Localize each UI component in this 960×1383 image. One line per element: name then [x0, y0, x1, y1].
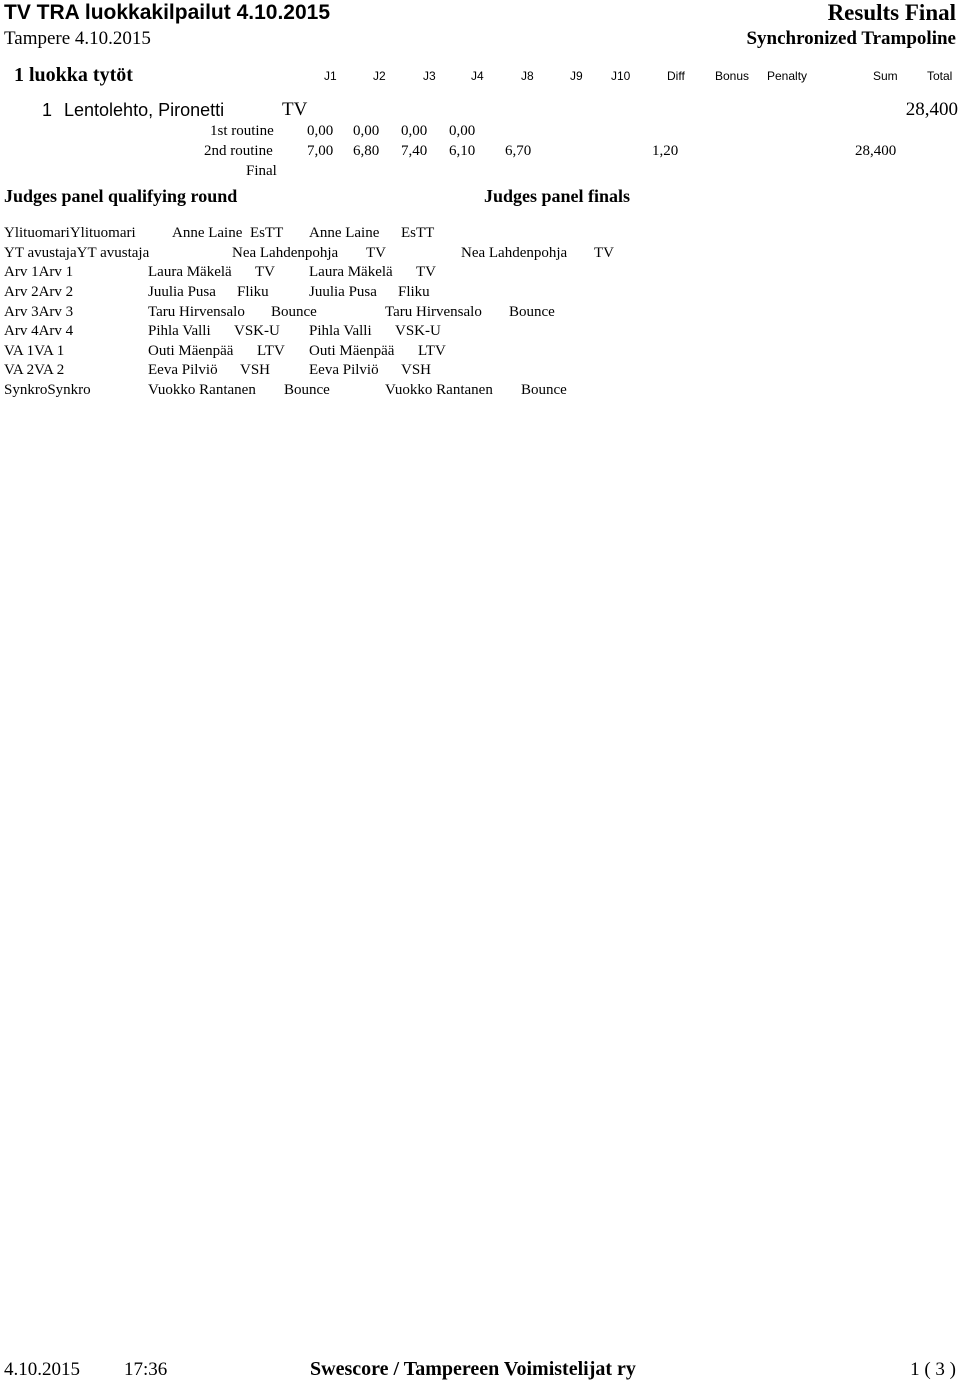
finals-judge-club: EsTT: [401, 225, 435, 241]
discipline: Synchronized Trampoline: [746, 28, 956, 49]
panel-role: Arv 1Arv 1: [4, 264, 74, 280]
finals-judge-name: Eeva Pilviö: [309, 362, 379, 378]
finals-judge-name: Taru Hirvensalo: [385, 304, 482, 320]
panel-role: Arv 2Arv 2: [4, 284, 74, 300]
finals-judge-club: Bounce: [521, 382, 567, 398]
qualifying-judge-name: Pihla Valli: [148, 323, 211, 339]
qualifying-judge-club: Fliku: [237, 284, 269, 300]
athlete-total: 28,400: [905, 99, 958, 120]
finals-judge-club: TV: [416, 264, 436, 280]
routine2-label: 2nd routine: [204, 143, 273, 159]
finals-judge-name: Anne Laine: [309, 225, 380, 241]
finals-judge-name: Vuokko Rantanen: [385, 382, 493, 398]
col-header-j3: J3: [423, 69, 436, 83]
routine1-label: 1st routine: [210, 123, 274, 139]
qualifying-judge-name: Outi Mäenpää: [148, 343, 234, 359]
finals-judge-club: LTV: [418, 343, 446, 359]
routine2-score-j2: 6,80: [353, 143, 380, 159]
qualifying-judge-name: Anne Laine: [172, 225, 243, 241]
col-header-penalty: Penalty: [767, 69, 808, 83]
panel-role: Arv 3Arv 3: [4, 304, 74, 320]
footer-date: 4.10.2015: [4, 1359, 80, 1380]
qualifying-judge-name: Eeva Pilviö: [148, 362, 218, 378]
panel-role: VA 2VA 2: [4, 362, 65, 378]
finals-judge-name: Pihla Valli: [309, 323, 372, 339]
finals-judge-name: Nea Lahdenpohja: [461, 245, 568, 261]
qualifying-judge-club: VSH: [240, 362, 271, 378]
panel-role: SynkroSynkro: [4, 382, 91, 398]
routine1-score-j4: 0,00: [449, 123, 476, 139]
athlete-club: TV: [282, 99, 308, 120]
finals-judge-name: Laura Mäkelä: [309, 264, 393, 280]
athlete-rank: 1: [42, 100, 53, 120]
col-header-j9: J9: [570, 69, 583, 83]
finals-judge-club: VSH: [401, 362, 432, 378]
qualifying-judge-club: LTV: [257, 343, 285, 359]
finals-judge-name: Outi Mäenpää: [309, 343, 395, 359]
qualifying-judge-club: TV: [366, 245, 386, 261]
routine2-score-j8: 6,70: [505, 143, 532, 159]
col-header-sum: Sum: [873, 69, 898, 83]
routine2-score-j4: 6,10: [449, 143, 476, 159]
routine2-score-j1: 7,00: [307, 143, 334, 159]
finals-judge-club: Bounce: [509, 304, 555, 320]
col-header-j8: J8: [521, 69, 534, 83]
panel-role: Arv 4Arv 4: [4, 323, 74, 339]
panel-role: YlituomariYlituomari: [4, 225, 136, 241]
panel-role: VA 1VA 1: [4, 343, 65, 359]
routine2-diff: 1,20: [652, 143, 679, 159]
col-header-diff: Diff: [667, 69, 685, 83]
place-date: Tampere 4.10.2015: [4, 28, 151, 49]
routine1-score-j1: 0,00: [307, 123, 334, 139]
routine1-score-j3: 0,00: [401, 123, 428, 139]
finals-judge-name: Juulia Pusa: [309, 284, 377, 300]
footer-time: 17:36: [124, 1359, 168, 1380]
col-header-j2: J2: [373, 69, 386, 83]
finals-judge-club: Fliku: [398, 284, 430, 300]
finals-panel-title: Judges panel finals: [484, 186, 631, 206]
routine2-score-j3: 7,40: [401, 143, 428, 159]
qualifying-judge-name: Nea Lahdenpohja: [232, 245, 339, 261]
results-label: Results Final: [827, 0, 956, 25]
athlete-name: Lentolehto, Pironetti: [64, 100, 225, 120]
col-header-j10: J10: [611, 69, 631, 83]
competition-title: TV TRA luokkakilpailut 4.10.2015: [4, 1, 331, 24]
qualifying-judge-name: Laura Mäkelä: [148, 264, 232, 280]
final-label: Final: [246, 163, 277, 179]
finals-judge-club: TV: [594, 245, 614, 261]
qualifying-judge-name: Taru Hirvensalo: [148, 304, 245, 320]
qualifying-judge-club: EsTT: [250, 225, 284, 241]
qualifying-panel-title: Judges panel qualifying round: [4, 186, 238, 206]
routine2-sum: 28,400: [855, 143, 897, 159]
col-header-total: Total: [927, 69, 953, 83]
category-name: 1 luokka tytöt: [14, 64, 133, 86]
qualifying-judge-club: VSK-U: [234, 323, 280, 339]
finals-judge-club: VSK-U: [395, 323, 441, 339]
col-header-j4: J4: [471, 69, 484, 83]
qualifying-judge-club: TV: [255, 264, 275, 280]
qualifying-judge-name: Vuokko Rantanen: [148, 382, 256, 398]
footer-page-number: 1 ( 3 ): [910, 1359, 956, 1380]
routine1-score-j2: 0,00: [353, 123, 380, 139]
col-header-bonus: Bonus: [715, 69, 750, 83]
qualifying-judge-name: Juulia Pusa: [148, 284, 216, 300]
qualifying-judge-club: Bounce: [271, 304, 317, 320]
col-header-j1: J1: [324, 69, 337, 83]
panel-role: YT avustajaYT avustaja: [4, 245, 150, 261]
qualifying-judge-club: Bounce: [284, 382, 330, 398]
footer-publisher: Swescore / Tampereen Voimistelijat ry: [310, 1358, 636, 1380]
